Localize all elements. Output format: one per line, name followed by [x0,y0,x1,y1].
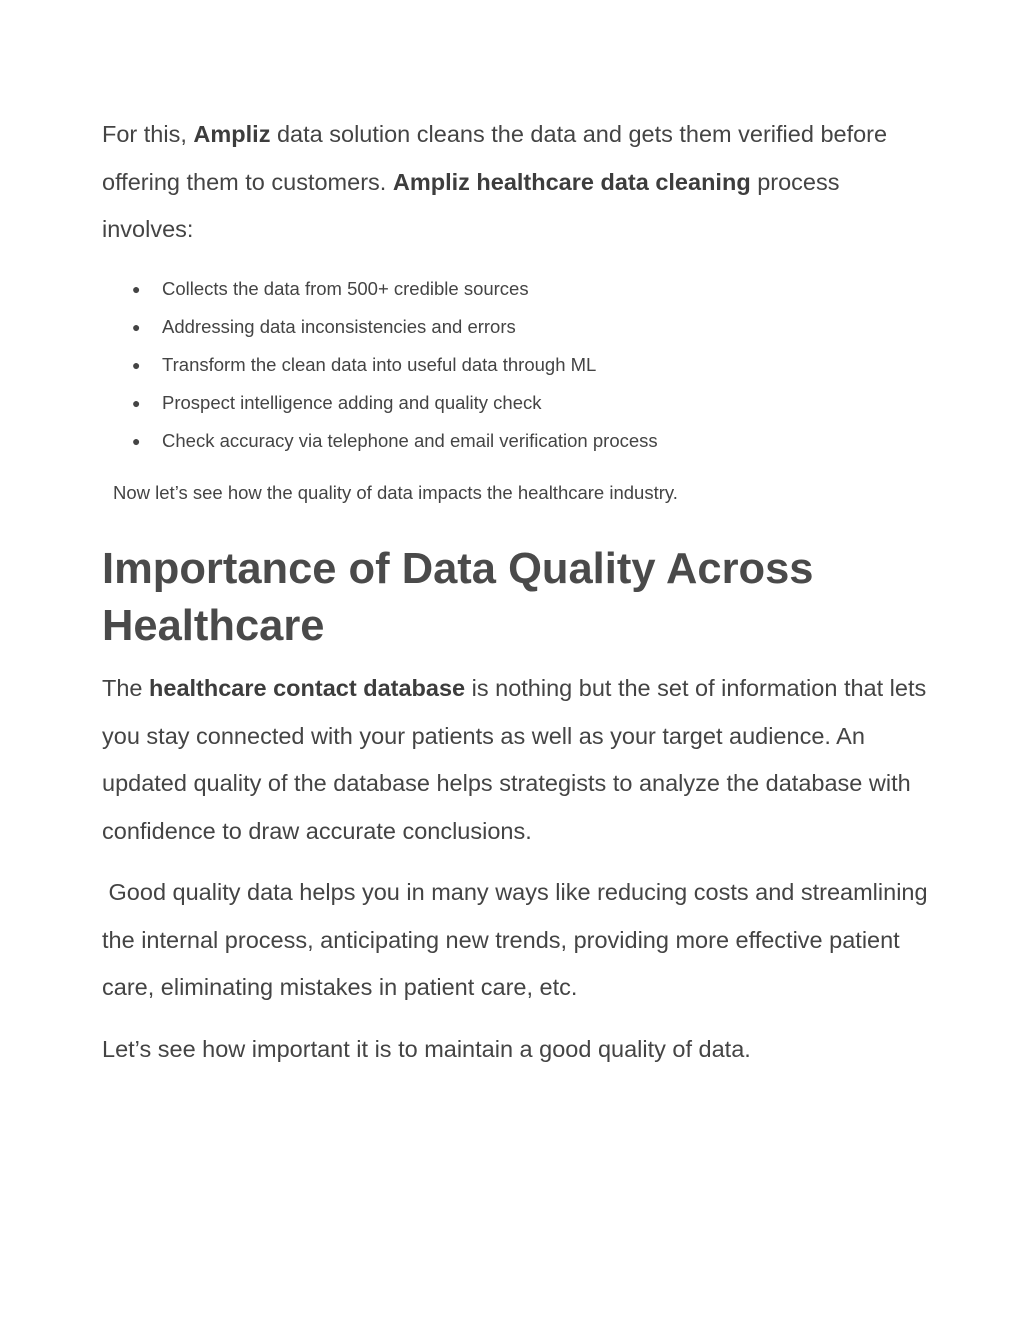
list-item-text: Collects the data from 500+ credible sources [162,278,529,299]
list-item [132,346,892,384]
list-item [132,384,892,422]
intro-text-2: data solution cleans the data and gets them verified before offering them to customers. [102,121,888,195]
brand-name-ampliz: Ampliz [193,121,271,147]
transition-sentence: Now let’s see how the quality of data impacts the healthcare industry. [113,482,678,503]
intro-text-3: process involves: [102,168,840,242]
list-item [132,270,892,308]
bullet-icon: ● [132,357,141,373]
list-item-text: Addressing data inconsistencies and errors [162,316,516,337]
intro-text-1: For this, [102,121,194,147]
body-paragraph-2: Good quality data helps you in many ways like reducing costs and streamlining the internal process, anticipating new trends, providing more effective patient care, eliminating mistakes in patient care, etc. [102,879,935,1000]
healthcare-contact-database-phrase: healthcare contact database [149,675,466,701]
data-cleaning-phrase: Ampliz healthcare data cleaning [392,168,751,195]
list-item-text: Transform the clean data into useful data through ML [162,354,597,375]
intro-paragraph [102,111,932,254]
list-item-text: Check accuracy via telephone and email verification process [162,430,658,451]
body-paragraph-3: Let’s see how important it is to maintain a good quality of data. [102,1036,751,1062]
list-item [132,422,892,460]
body1-text-1: The [102,675,150,701]
section-heading: Importance of Data Quality Across Healthcare [102,545,814,650]
bullet-icon: ● [132,395,141,411]
body1-text-2: is nothing but the set of information that lets you stay connected with your patients as well as your target audience. An updated quality of the database helps strategists to analyze the database with confidence to draw accurate conclusions. [102,675,927,844]
bullet-icon: ● [132,319,141,335]
list-item [132,308,892,346]
bullet-icon: ● [132,433,141,449]
body-paragraph-1 [102,665,932,855]
process-bullet-list [132,270,892,460]
bullet-icon: ● [132,281,141,297]
list-item-text: Prospect intelligence adding and quality check [162,392,542,413]
